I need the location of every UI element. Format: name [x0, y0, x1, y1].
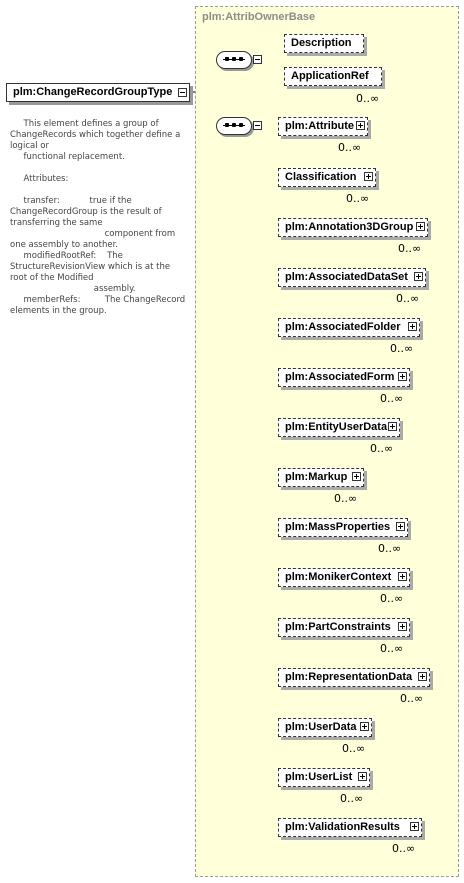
collapse-icon[interactable] — [178, 88, 187, 97]
sequence-2-collapse-icon[interactable] — [253, 121, 262, 130]
associated-data-set-node[interactable] — [278, 268, 426, 287]
expand-icon[interactable] — [398, 622, 407, 631]
expand-icon[interactable] — [398, 572, 407, 581]
user-list-occurrence: 0..∞ — [340, 792, 364, 805]
representation-data-occurrence: 0..∞ — [400, 692, 424, 705]
associated-form-occurrence: 0..∞ — [380, 392, 404, 405]
application-ref-label: ApplicationRef — [291, 70, 369, 82]
validation-results-node[interactable] — [278, 818, 422, 837]
associated-data-set-occurrence: 0..∞ — [396, 292, 420, 305]
annotation-3dgroup-label: plm:Annotation3DGroup — [285, 221, 414, 233]
classification-occurrence: 0..∞ — [346, 192, 370, 205]
representation-data-node[interactable] — [278, 668, 430, 687]
attribute-label: plm:Attribute — [285, 120, 355, 132]
description-label: Description — [291, 37, 352, 49]
moniker-context-node[interactable] — [278, 568, 410, 587]
sequence-compositor-1 — [216, 51, 252, 69]
base-type-title: plm:AttribOwnerBase — [202, 11, 316, 23]
user-list-label: plm:UserList — [285, 771, 353, 783]
expand-icon[interactable] — [388, 422, 397, 431]
user-data-node[interactable] — [278, 718, 372, 737]
documentation-text: This element defines a group of ChangeRecords which together define a logical or functional replacement. Attributes: transfer: true if the ChangeRecordGroup is the result of transferring the same component from one assembly to another. modifiedRootRef: The StructureRevisionView which is at the root of the Modified assembly. memberRefs: The ChangeRecord elements in the group. — [10, 119, 186, 316]
markup-occurrence: 0..∞ — [334, 492, 358, 505]
associated-folder-node[interactable] — [278, 318, 420, 337]
expand-icon[interactable] — [352, 472, 361, 481]
application-ref-node[interactable] — [284, 67, 382, 86]
part-constraints-node[interactable] — [278, 618, 410, 637]
expand-icon[interactable] — [414, 272, 423, 281]
expand-icon[interactable] — [356, 121, 365, 130]
user-list-node[interactable] — [278, 768, 370, 787]
classification-node[interactable] — [278, 168, 376, 187]
associated-form-label: plm:AssociatedForm — [285, 371, 395, 383]
mass-properties-occurrence: 0..∞ — [378, 542, 402, 555]
attrib-owner-base-box — [195, 6, 459, 877]
expand-icon[interactable] — [358, 772, 367, 781]
expand-icon[interactable] — [398, 372, 407, 381]
sequence-1-collapse-icon[interactable] — [253, 55, 262, 64]
expand-icon[interactable] — [418, 672, 427, 681]
expand-icon[interactable] — [360, 722, 369, 731]
expand-icon[interactable] — [410, 822, 419, 831]
expand-icon[interactable] — [408, 322, 417, 331]
expand-icon[interactable] — [396, 522, 405, 531]
root-element-label: plm:ChangeRecordGroupType — [13, 86, 173, 98]
application-ref-occurrence: 0..∞ — [356, 92, 380, 105]
associated-folder-label: plm:AssociatedFolder — [285, 321, 401, 333]
expand-icon[interactable] — [364, 172, 373, 181]
attribute-occurrence: 0..∞ — [338, 141, 362, 154]
attribute-node[interactable] — [278, 117, 368, 136]
associated-data-set-label: plm:AssociatedDataSet — [285, 271, 408, 283]
markup-label: plm:Markup — [285, 471, 348, 483]
user-data-label: plm:UserData — [285, 721, 357, 733]
validation-results-occurrence: 0..∞ — [392, 842, 416, 855]
expand-icon[interactable] — [416, 222, 425, 231]
moniker-context-occurrence: 0..∞ — [380, 592, 404, 605]
representation-data-label: plm:RepresentationData — [285, 671, 413, 683]
root-element-node[interactable] — [6, 83, 190, 102]
entity-user-data-node[interactable] — [278, 418, 400, 437]
part-constraints-label: plm:PartConstraints — [285, 621, 391, 633]
user-data-occurrence: 0..∞ — [342, 742, 366, 755]
associated-folder-occurrence: 0..∞ — [390, 342, 414, 355]
moniker-context-label: plm:MonikerContext — [285, 571, 392, 583]
classification-label: Classification — [285, 171, 357, 183]
mass-properties-label: plm:MassProperties — [285, 521, 391, 533]
entity-user-data-occurrence: 0..∞ — [370, 442, 394, 455]
entity-user-data-label: plm:EntityUserData — [285, 421, 388, 433]
markup-node[interactable] — [278, 468, 364, 487]
sequence-compositor-2 — [216, 117, 252, 135]
part-constraints-occurrence: 0..∞ — [380, 642, 404, 655]
annotation-3dgroup-node[interactable] — [278, 218, 428, 237]
mass-properties-node[interactable] — [278, 518, 408, 537]
description-node[interactable] — [284, 34, 364, 53]
validation-results-label: plm:ValidationResults — [285, 821, 400, 833]
annotation-3dgroup-occurrence: 0..∞ — [398, 242, 422, 255]
associated-form-node[interactable] — [278, 368, 410, 387]
